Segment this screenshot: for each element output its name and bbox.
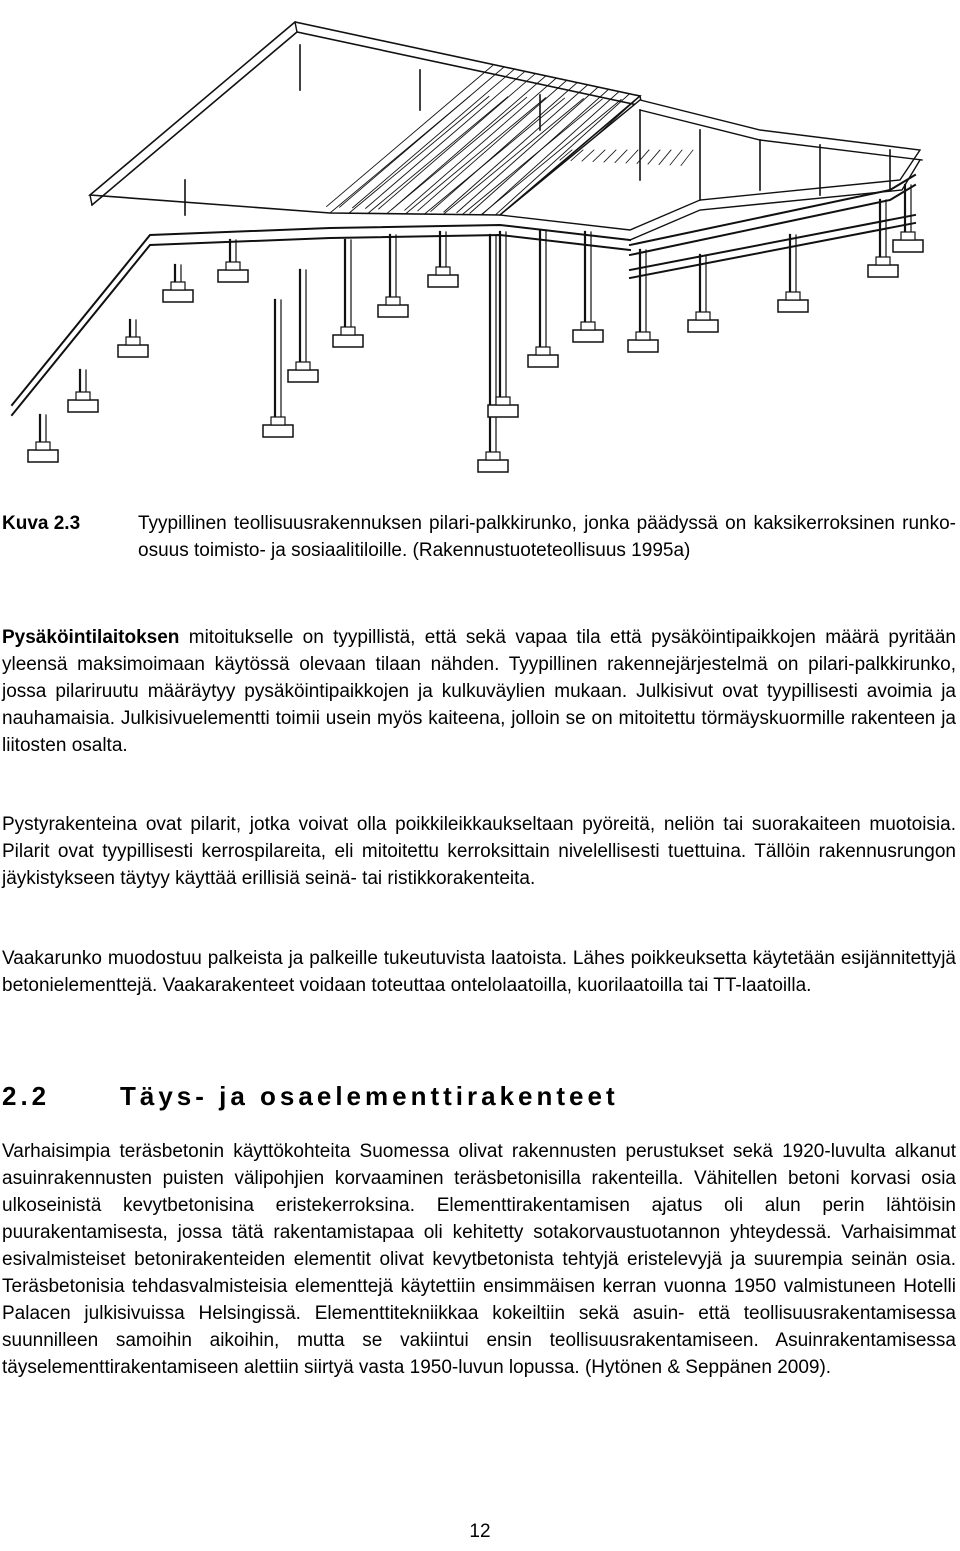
footing — [688, 320, 718, 332]
footing — [488, 405, 518, 417]
footing — [333, 335, 363, 347]
figure-caption — [2, 510, 956, 564]
footing — [628, 340, 658, 352]
footing — [868, 265, 898, 277]
section-title: Täys- ja osaelementtirakenteet — [120, 1081, 619, 1111]
footing-cap — [876, 257, 890, 265]
footing-cap — [271, 417, 285, 425]
paragraph-history: Varhaisimpia teräsbetonin käyttökohteita Suomessa olivat rakennusten perustukset sekä 1920-luvulta alkanut asuinrakennusten puisten välipohjien korvaaminen teräsbetonisilla rakenteilla. Vähitellen betoni korvasi osia ulkoseinistä kevytbetonisina eristekerroksina. Elementtirakentamisen ajatus oli alun perin lähtöisin puurakentamisesta, jossa tätä rakentamistapaa oli kehitetty sotakorvaustuotannon yhteydessä. Varhaisimmat esivalmisteiset betonirakenteiden elementit olivat kevytbetonista tehtyjä eristelevyjä ja suurempia seinän osia. Teräsbetonisia tehdasvalmisteisia elementtejä käytettiin ensimmäisen kerran vuonna 1950 valmistuneen Hotelli Palacen julkisivuissa Helsingissä. Elementtitekniikkaa kokeiltiin sekä asuin- että teollisuusrakentamisessa suunnilleen samoihin aikoihin, mutta se vakiintui ensin teollisuusrakentamiseen. Asuinrakentamisessa täyselementtirakentamiseen alettiin siirtyä vasta 1950-luvun lopussa. (Hytönen & Seppänen 2009). — [2, 1141, 956, 1378]
footing-cap — [486, 452, 500, 460]
paragraph-parking-text: mitoitukselle on tyypillistä, että sekä vapaa tila että pysäköintipaikkojen määrä pyritään yleensä maksimoimaan käytössä olevaan tilaan nähden. Tyypillinen rakennejärjestelmä on pilari-palkkirunko, jossa pilariruutu määräytyy pysäköintipaikkojen ja kulkuväylien mukaan. Julkisivut ovat tyypillisesti avoimia ja nauhamaisia. Julkisivuelementti toimii usein myös kaiteena, jolloin se on mitoitettu törmäyskuormille rakenteen ja liitosten osalta. — [2, 627, 956, 756]
footing — [118, 345, 148, 357]
footing — [778, 300, 808, 312]
structural-frame-figure — [0, 0, 960, 490]
footing-cap — [76, 392, 90, 400]
paragraph-vertical-structures: Pystyrakenteina ovat pilarit, jotka voivat olla poikkileikkaukseltaan pyöreitä, neliön tai suorakaiteen muotoisia. Pilarit ovat tyypillisesti kerrospilareita, eli mitoitettu kerroksittain nivelellisesti tuettuina. Tällöin rakennusrungon jäykistykseen täytyy käyttää erillisiä seinä- tai ristikkorakenteita. — [2, 814, 956, 889]
footing-cap — [636, 332, 650, 340]
paragraph-horizontal-frame: Vaakarunko muodostuu palkeista ja palkeille tukeutuvista laatoista. Lähes poikkeuksetta käytetään esijännitettyjä betonielementtejä. Vaakarakenteet voidaan toteuttaa ontelolaatoilla, kuorilaatoilla tai TT-laatoilla. — [2, 948, 956, 996]
footing — [218, 270, 248, 282]
footing — [163, 290, 193, 302]
footing-cap — [226, 262, 240, 270]
footing — [573, 330, 603, 342]
footing-cap — [696, 312, 710, 320]
footing — [28, 450, 58, 462]
footing — [68, 400, 98, 412]
section-number: 2.2 — [2, 1081, 51, 1111]
page-number: 12 — [469, 1521, 491, 1542]
footings — [28, 232, 923, 472]
footing — [893, 240, 923, 252]
footing-cap — [296, 362, 310, 370]
caption-label: Kuva 2.3 — [2, 513, 81, 534]
footing — [288, 370, 318, 382]
frame-structure-drawing — [0, 0, 960, 490]
footing — [378, 305, 408, 317]
footing-cap — [341, 327, 355, 335]
footing-cap — [496, 397, 510, 405]
footing — [478, 460, 508, 472]
footing-cap — [386, 297, 400, 305]
caption-text: Tyypillinen teollisuusrakennuksen pilari-palkkirunko, jonka päädyssä on kaksikerroksinen runko-osuus toimisto- ja sosiaalitiloille. (Rakennustuoteteollisuus 1995a) — [138, 513, 956, 561]
footing-cap — [36, 442, 50, 450]
section-heading — [2, 1078, 956, 1114]
footing-cap — [581, 322, 595, 330]
paragraph-parking — [2, 624, 956, 759]
footing — [263, 425, 293, 437]
footing-cap — [171, 282, 185, 290]
footing-cap — [536, 347, 550, 355]
footing-cap — [901, 232, 915, 240]
footing — [428, 275, 458, 287]
footing-cap — [786, 292, 800, 300]
footing-cap — [436, 267, 450, 275]
footing — [528, 355, 558, 367]
footing-cap — [126, 337, 140, 345]
paragraph-lead-term: Pysäköintilaitoksen — [2, 627, 180, 648]
